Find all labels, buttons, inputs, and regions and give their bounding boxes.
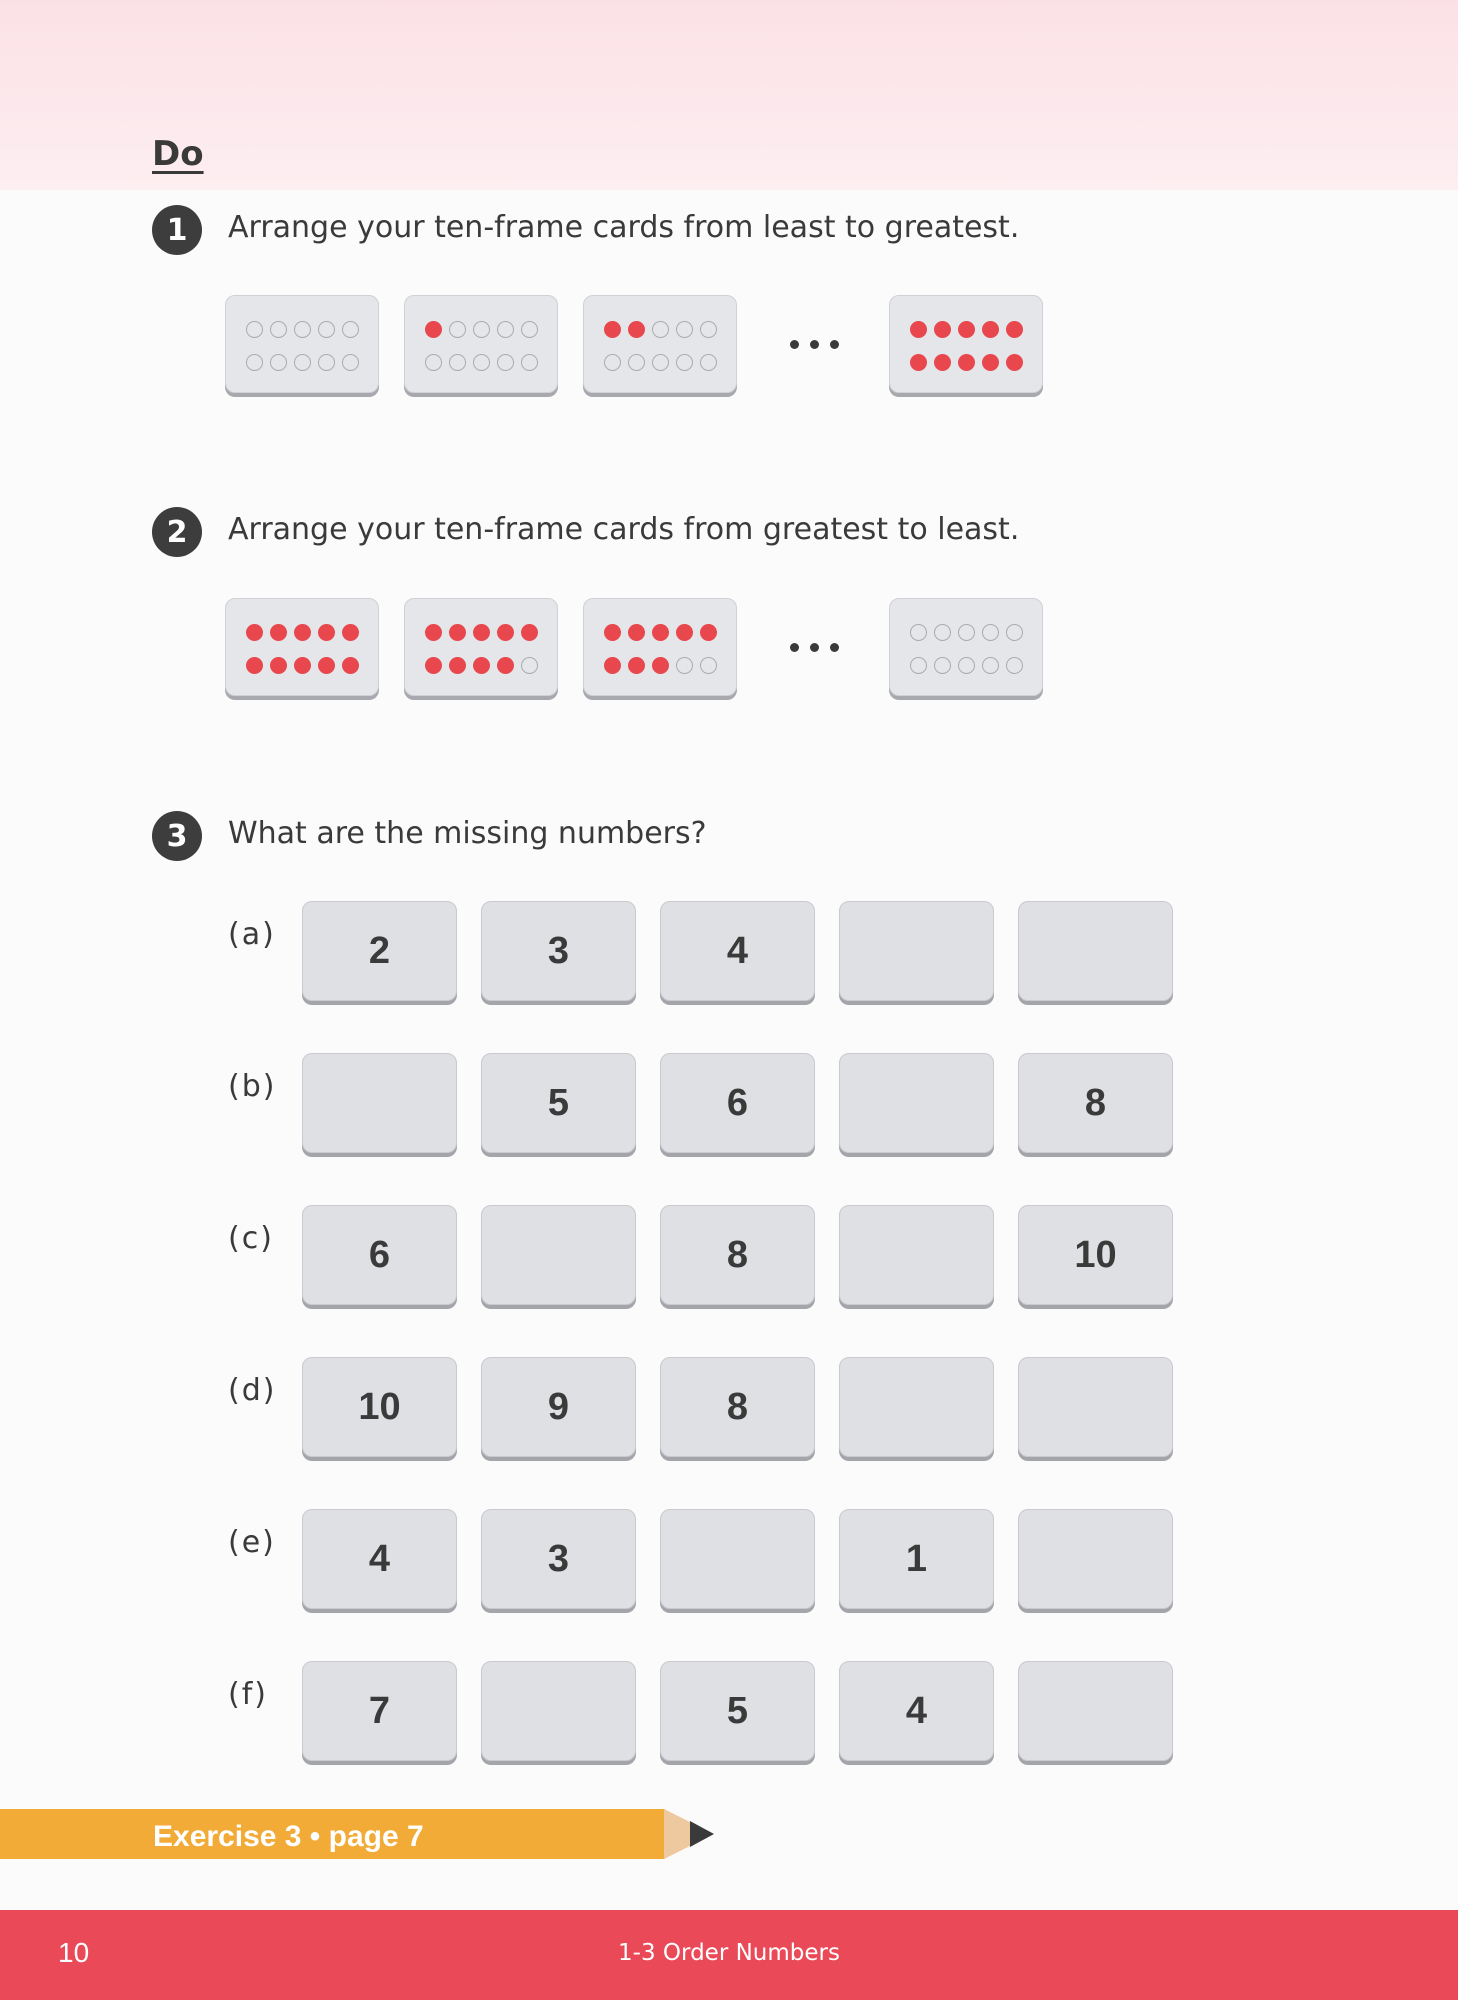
counter-empty: [958, 657, 975, 674]
ten-frame-card: [225, 295, 379, 393]
question-2-number: 2: [152, 507, 202, 557]
blank-number-card[interactable]: [839, 1053, 994, 1153]
footer-title: 1-3 Order Numbers: [618, 1940, 840, 1966]
blank-number-card[interactable]: [302, 1053, 457, 1153]
counter-empty: [934, 657, 951, 674]
section-heading: Do: [152, 134, 204, 174]
number-card: 5: [481, 1053, 636, 1153]
counter-filled: [473, 624, 490, 641]
ten-frame-card: [225, 598, 379, 696]
number-card: 4: [302, 1509, 457, 1609]
counter-filled: [628, 321, 645, 338]
counter-filled: [628, 624, 645, 641]
counter-filled: [473, 657, 490, 674]
row-label: (f): [228, 1677, 268, 1712]
number-card: 9: [481, 1357, 636, 1457]
counter-empty: [982, 624, 999, 641]
counter-filled: [934, 321, 951, 338]
number-card: 5: [660, 1661, 815, 1761]
counter-filled: [318, 657, 335, 674]
counter-empty: [652, 321, 669, 338]
counter-filled: [425, 624, 442, 641]
counter-filled: [1006, 354, 1023, 371]
blank-number-card[interactable]: [839, 901, 994, 1001]
counter-filled: [652, 624, 669, 641]
ten-frame-card: [404, 295, 558, 393]
counter-empty: [628, 354, 645, 371]
counter-filled: [958, 321, 975, 338]
counter-filled: [342, 624, 359, 641]
counter-empty: [676, 354, 693, 371]
counter-filled: [294, 657, 311, 674]
pencil-tip-icon: [664, 1809, 714, 1859]
number-card: 4: [660, 901, 815, 1001]
row-label: (d): [228, 1373, 277, 1408]
counter-filled: [676, 624, 693, 641]
counter-filled: [604, 321, 621, 338]
ellipsis: [790, 340, 850, 352]
counter-empty: [449, 321, 466, 338]
number-card: 3: [481, 901, 636, 1001]
header-band: [0, 0, 1458, 190]
question-3-number: 3: [152, 811, 202, 861]
row-label: (e): [228, 1525, 276, 1560]
number-card: 1: [839, 1509, 994, 1609]
number-card: 8: [1018, 1053, 1173, 1153]
counter-empty: [449, 354, 466, 371]
blank-number-card[interactable]: [481, 1205, 636, 1305]
counter-empty: [246, 321, 263, 338]
counter-filled: [342, 657, 359, 674]
blank-number-card[interactable]: [481, 1661, 636, 1761]
counter-empty: [473, 321, 490, 338]
number-card: 7: [302, 1661, 457, 1761]
number-card: 3: [481, 1509, 636, 1609]
counter-filled: [318, 624, 335, 641]
counter-filled: [958, 354, 975, 371]
counter-filled: [294, 624, 311, 641]
counter-empty: [342, 321, 359, 338]
blank-number-card[interactable]: [839, 1357, 994, 1457]
counter-filled: [1006, 321, 1023, 338]
counter-empty: [497, 321, 514, 338]
ellipsis: [790, 643, 850, 655]
exercise-ribbon-label: Exercise 3 • page 7: [153, 1820, 424, 1853]
counter-empty: [676, 657, 693, 674]
number-card: 10: [302, 1357, 457, 1457]
counter-empty: [521, 657, 538, 674]
counter-empty: [425, 354, 442, 371]
counter-empty: [700, 354, 717, 371]
ten-frame-card: [889, 295, 1043, 393]
blank-number-card[interactable]: [1018, 1661, 1173, 1761]
counter-filled: [449, 624, 466, 641]
ten-frame-card: [889, 598, 1043, 696]
counter-empty: [521, 321, 538, 338]
counter-filled: [449, 657, 466, 674]
ten-frame-card: [404, 598, 558, 696]
counter-empty: [473, 354, 490, 371]
counter-filled: [604, 624, 621, 641]
counter-filled: [270, 657, 287, 674]
counter-filled: [910, 321, 927, 338]
counter-filled: [497, 624, 514, 641]
counter-empty: [270, 321, 287, 338]
counter-empty: [652, 354, 669, 371]
blank-number-card[interactable]: [660, 1509, 815, 1609]
counter-empty: [982, 657, 999, 674]
row-label: (a): [228, 917, 276, 952]
counter-empty: [521, 354, 538, 371]
row-label: (b): [228, 1069, 277, 1104]
counter-filled: [497, 657, 514, 674]
counter-filled: [425, 321, 442, 338]
counter-empty: [246, 354, 263, 371]
counter-filled: [910, 354, 927, 371]
counter-empty: [497, 354, 514, 371]
counter-empty: [1006, 624, 1023, 641]
counter-empty: [318, 354, 335, 371]
question-3-prompt: What are the missing numbers?: [228, 816, 707, 851]
counter-empty: [604, 354, 621, 371]
counter-filled: [982, 354, 999, 371]
counter-empty: [934, 624, 951, 641]
counter-empty: [1006, 657, 1023, 674]
counter-filled: [982, 321, 999, 338]
counter-empty: [342, 354, 359, 371]
counter-empty: [676, 321, 693, 338]
page-number: 10: [58, 1937, 90, 1968]
ten-frame-card: [583, 598, 737, 696]
counter-empty: [700, 657, 717, 674]
counter-empty: [294, 321, 311, 338]
blank-number-card[interactable]: [1018, 901, 1173, 1001]
counter-filled: [246, 624, 263, 641]
counter-filled: [700, 624, 717, 641]
blank-number-card[interactable]: [1018, 1509, 1173, 1609]
counter-empty: [294, 354, 311, 371]
counter-filled: [425, 657, 442, 674]
counter-filled: [270, 624, 287, 641]
counter-filled: [934, 354, 951, 371]
number-card: 4: [839, 1661, 994, 1761]
counter-empty: [318, 321, 335, 338]
question-1-number: 1: [152, 205, 202, 255]
counter-empty: [910, 657, 927, 674]
counter-empty: [700, 321, 717, 338]
number-card: 2: [302, 901, 457, 1001]
number-card: 6: [660, 1053, 815, 1153]
counter-filled: [521, 624, 538, 641]
question-2-prompt: Arrange your ten-frame cards from greatest to least.: [228, 512, 1020, 547]
row-label: (c): [228, 1221, 274, 1256]
counter-filled: [652, 657, 669, 674]
number-card: 8: [660, 1357, 815, 1457]
counter-empty: [910, 624, 927, 641]
number-card: 10: [1018, 1205, 1173, 1305]
number-card: 6: [302, 1205, 457, 1305]
number-card: 8: [660, 1205, 815, 1305]
counter-filled: [628, 657, 645, 674]
counter-empty: [958, 624, 975, 641]
counter-filled: [246, 657, 263, 674]
ten-frame-card: [583, 295, 737, 393]
counter-empty: [270, 354, 287, 371]
blank-number-card[interactable]: [839, 1205, 994, 1305]
question-1-prompt: Arrange your ten-frame cards from least to greatest.: [228, 210, 1020, 245]
blank-number-card[interactable]: [1018, 1357, 1173, 1457]
counter-filled: [604, 657, 621, 674]
